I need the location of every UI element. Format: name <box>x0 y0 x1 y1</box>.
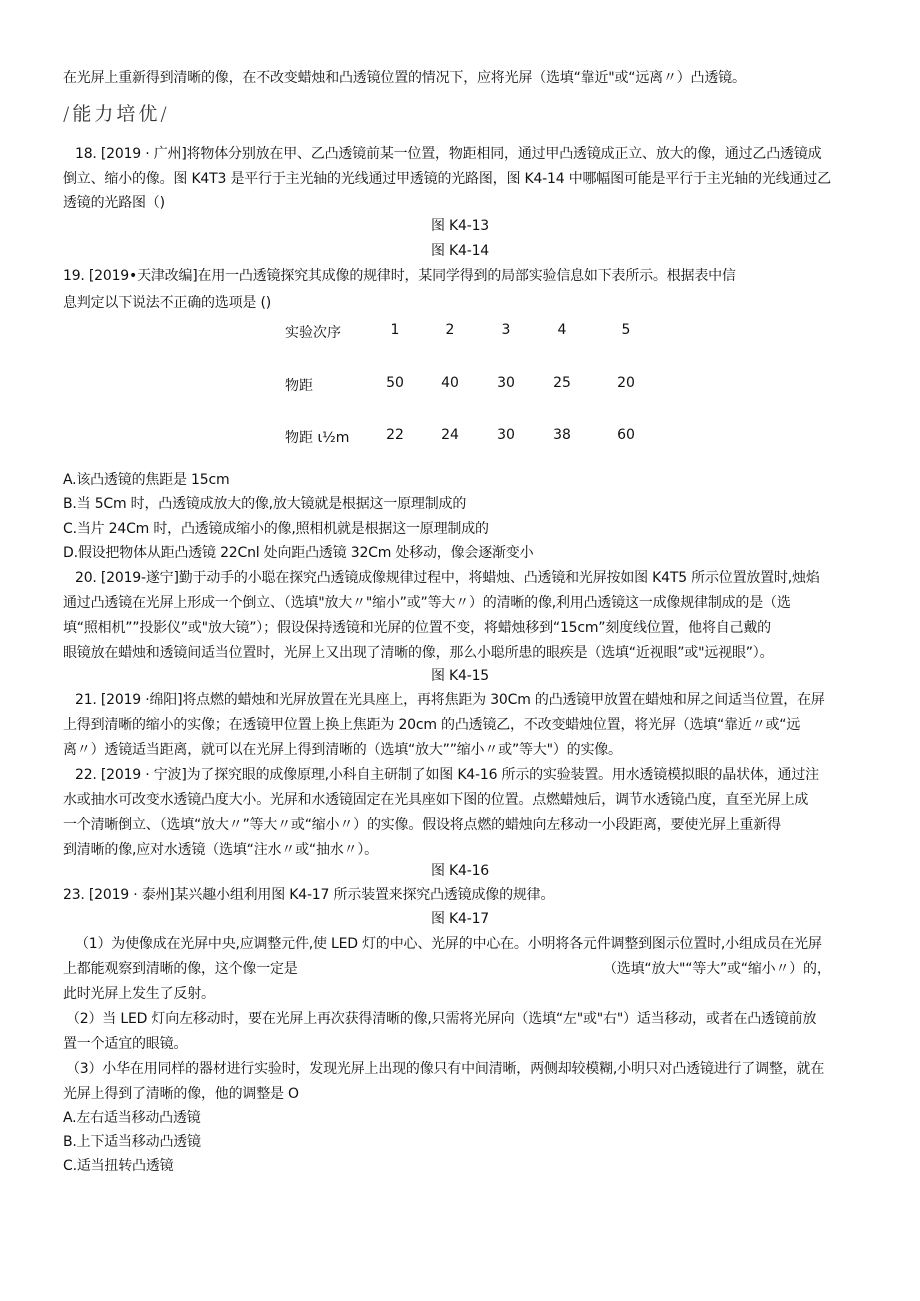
table-cell: 30 <box>497 427 515 443</box>
q20-line-1: 20. [2019-遂宁]勤于动手的小聪在探究凸透镜成像规律过程中，将蜡烛、凸透镜和光屏按如图 K4T5 所示位置放置时,烛焰 <box>75 570 820 586</box>
table-cell: 25 <box>553 375 571 391</box>
table-row <box>285 375 665 397</box>
figure-caption-k4-16: 图 K4-16 <box>430 863 489 879</box>
q19-line-2: 息判定以下说法不正确的选项是 () <box>63 295 271 311</box>
q18-line-3: 透镜的光路图（) <box>63 195 165 211</box>
q23-option-b: B.上下适当移动凸透镜 <box>63 1134 201 1150</box>
table-cell: 2 <box>445 322 455 338</box>
table-cell: 4 <box>557 322 567 338</box>
figure-caption-k4-17: 图 K4-17 <box>430 911 489 927</box>
table-cell: 20 <box>617 375 635 391</box>
q21-line-1: 21. [2019 ·绵阳]将点燃的蜡烛和光屏放置在光具座上，再将焦距为 30Cm 的凸透镜甲放置在蜡烛和屏之间适当位置，在屏 <box>75 692 825 708</box>
q23-line-1: 23. [2019 · 泰州]某兴趣小组利用图 K4-17 所示装置来探究凸透镜成像的规律。 <box>63 887 555 903</box>
q19-option-c: C.当片 24Cm 时，凸透镜成缩小的像,照相机就是根据这一原理制成的 <box>63 521 489 537</box>
q23-option-c: C.适当扭转凸透镜 <box>63 1158 174 1174</box>
table-cell: 24 <box>441 427 459 443</box>
q23-part1-line-2b: （选填“放大"“等大”或“缩小〃）的， <box>603 961 831 977</box>
q23-part1-line-2a: 上都能观察到清晰的像，这个像一定是 <box>63 961 298 977</box>
table-cell: 22 <box>386 427 404 443</box>
q23-part1-line-3: 此时光屏上发生了反射。 <box>63 986 215 1002</box>
q20-line-4: 眼镜放在蜡烛和透镜间适当位置时，光屏上又出现了清晰的像，那么小聪所患的眼疾是（选填“近视眼”或"远视眼”）。 <box>63 645 774 661</box>
q23-part2-line-2: 置一个适宜的眼镜。 <box>63 1036 188 1052</box>
table-row <box>285 322 665 344</box>
q22-line-2: 水或抽水可改变水透镜凸度大小。光屏和水透镜固定在光具座如下图的位置。点燃蜡烛后，调节水透镜凸度，直至光屏上成 <box>63 792 809 808</box>
q19-option-a: A.该凸透镜的焦距是 15cm <box>63 472 230 488</box>
figure-caption-k4-14: 图 K4-14 <box>430 243 489 259</box>
q20-line-3: 填“照相机””投影仪”或"放大镜”）；假设保持透镜和光屏的位置不变，将蜡烛移到“15cm”刻度线位置，他将自己戴的 <box>63 620 771 636</box>
row-label: 实验次序 <box>285 325 341 341</box>
row-label: 物距 <box>285 378 313 394</box>
table-cell: 5 <box>621 322 631 338</box>
q23-part3-line-1: （3）小华在用同样的器材进行实验时，发现光屏上出现的像只有中间清晰，两侧却较模糊,小明只对凸透镜进行了调整，就在 <box>66 1061 825 1077</box>
table-row <box>285 427 665 449</box>
q19-option-d: D.假设把物体从距凸透镜 22Cnl 处向距凸透镜 32Cm 处移动，像会逐渐变小 <box>63 545 534 561</box>
q19-line-1: 19. [2019•天津改编]在用一凸透镜探究其成像的规律时，某同学得到的局部实验信息如下表所示。根据表中信 <box>63 268 736 284</box>
figure-caption-k4-13: 图 K4-13 <box>430 218 489 234</box>
table-cell: 60 <box>617 427 635 443</box>
q23-option-a: A.左右适当移动凸透镜 <box>63 1110 201 1126</box>
row-label: 物距 ι½m <box>285 430 350 446</box>
table-cell: 30 <box>497 375 515 391</box>
table-cell: 1 <box>390 322 400 338</box>
q22-line-1: 22. [2019 · 宁波]为了探究眼的成像原理,小科自主研制了如图 K4-16 所示的实验装置。用水透镜模拟眼的晶状体，通过注 <box>75 767 819 783</box>
q18-line-2: 倒立、缩小的像。图 K4T3 是平行于主光轴的光线通过甲透镜的光路图，图 K4-14 中哪幅图可能是平行于主光轴的光线通过乙 <box>63 171 831 187</box>
table-cell: 38 <box>553 427 571 443</box>
q22-line-3: 一个清晰倒立、（选填“放大〃”等大〃或“缩小〃）的实像。假设将点燃的蜡烛向左移动一小段距离，要使光屏上重新得 <box>63 817 781 833</box>
q21-line-2: 上得到清晰的缩小的实像；在透镜甲位置上换上焦距为 20cm 的凸透镜乙，不改变蜡烛位置，将光屏（选填“靠近〃或“远 <box>63 717 801 733</box>
table-cell: 3 <box>501 322 511 338</box>
q22-line-4: 到清晰的像,应对水透镜（选填“注水〃或“抽水〃）。 <box>63 842 378 858</box>
q23-part2-line-1: （2）当 LED 灯向左移动时，要在光屏上再次获得清晰的像,只需将光屏向（选填“左"或"右"）适当移动，或者在凸透镜前放 <box>66 1011 817 1027</box>
q20-line-2: 通过凸透镜在光屏上形成一个倒立、（选填"放大〃"缩小”或”等大〃）的清晰的像,利用凸透镜这一成像规律制成的是（选 <box>63 595 791 611</box>
q23-part3-line-2: 光屏上得到了清晰的像，他的调整是 O <box>63 1086 299 1102</box>
q21-line-3: 离〃）透镜适当距离，就可以在光屏上得到清晰的（选填“放大””缩小〃或”等大"）的实像。 <box>63 742 622 758</box>
table-cell: 40 <box>441 375 459 391</box>
q17-continuation: 在光屏上重新得到清晰的像，在不改变蜡烛和凸透镜位置的情况下，应将光屏（选填“靠近"或“远离〃）凸透镜。 <box>63 70 746 86</box>
section-heading: /能力培优/ <box>63 103 170 125</box>
q19-option-b: B.当 5Cm 时，凸透镜成放大的像,放大镜就是根据这一原理制成的 <box>63 496 467 512</box>
figure-caption-k4-15: 图 K4-15 <box>430 668 489 684</box>
table-cell: 50 <box>386 375 404 391</box>
q23-part1-line-1: （1）为使像成在光屏中央,应调整元件,使 LED 灯的中心、光屏的中心在。小明将各元件调整到图示位置时,小组成员在光屏 <box>75 936 822 952</box>
q18-line-1: 18. [2019 · 广州]将物体分别放在甲、乙凸透镜前某一位置，物距相同，通过甲凸透镜成正立、放大的像，通过乙凸透镜成 <box>75 146 822 162</box>
